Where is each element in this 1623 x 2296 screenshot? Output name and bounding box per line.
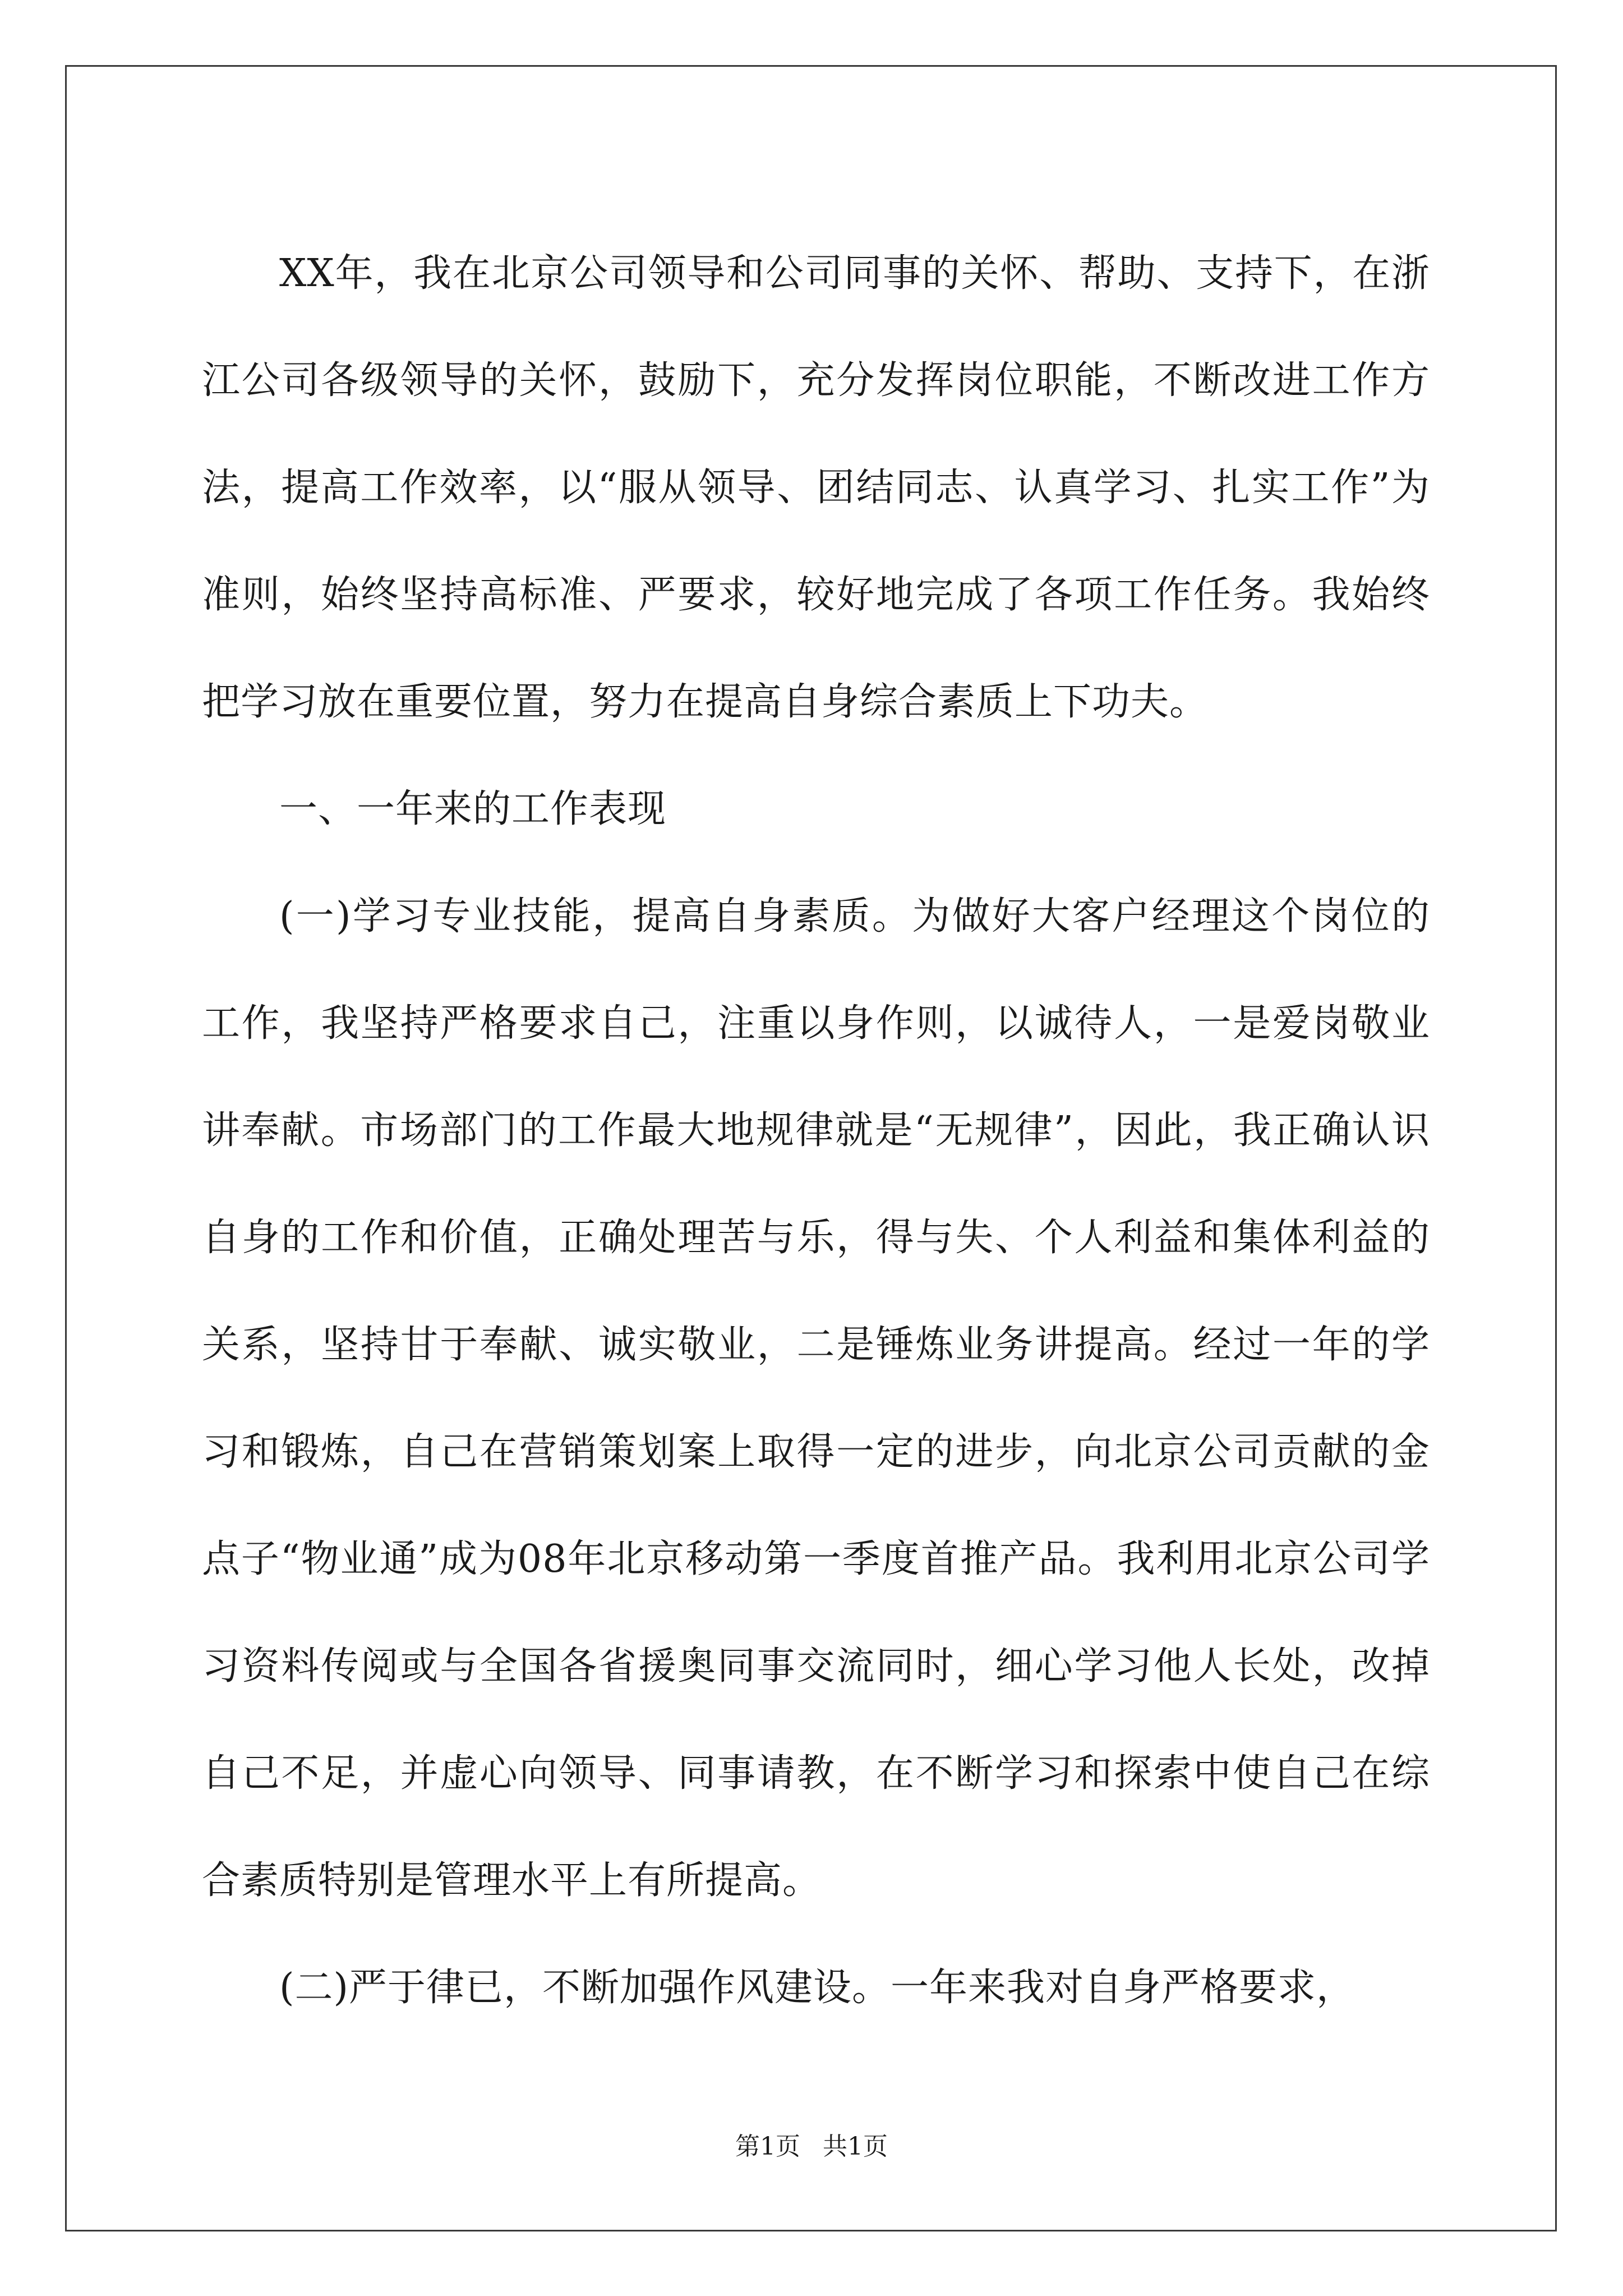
document-body	[202, 220, 1430, 2041]
page-footer	[0, 2126, 1623, 2162]
page-total: 共1页	[823, 2132, 888, 2161]
paragraph-item-2: (二)严于律已，不断加强作风建设。一年来我对自身严格要求，	[279, 1966, 1355, 2010]
paragraph-intro: XX年，我在北京公司领导和公司同事的关怀、帮助、支持下，在浙江公司各级领导的关怀，鼓励下，充分发挥岗位职能，不断改进工作方法，提高工作效率，以“服从领导、团结同志、认真学习、扎实工作”为准则，始终坚持高标准、严要求，较好地完成了各项工作任务。我始终把学习放在重要位置，努力在提高自身综合素质上下功夫。	[202, 251, 1430, 724]
page-number: 第1页	[735, 2132, 800, 2161]
paragraph-item-1: (一)学习专业技能，提高自身素质。为做好大客户经理这个岗位的工作，我坚持严格要求自己，注重以身作则，以诚待人，一是爱岗敬业讲奉献。市场部门的工作最大地规律就是“无规律”，因此，我正确认识自身的工作和价值，正确处理苦与乐，得与失、个人利益和集体利益的关系，坚持甘于奉献、诚实敬业，二是锤炼业务讲提高。经过一年的学习和锻炼，自己在营销策划案上取得一定的进步，向北京公司贡献的金点子“物业通”成为08年北京移动第一季度首推产品。我利用北京公司学习资料传阅或与全国各省援奥同事交流同时，细心学习他人长处，改掉自己不足，并虚心向领导、同事请教，在不断学习和探索中使自己在综合素质特别是管理水平上有所提高。	[202, 894, 1430, 1903]
section-heading: 一、一年来的工作表现	[279, 787, 667, 831]
